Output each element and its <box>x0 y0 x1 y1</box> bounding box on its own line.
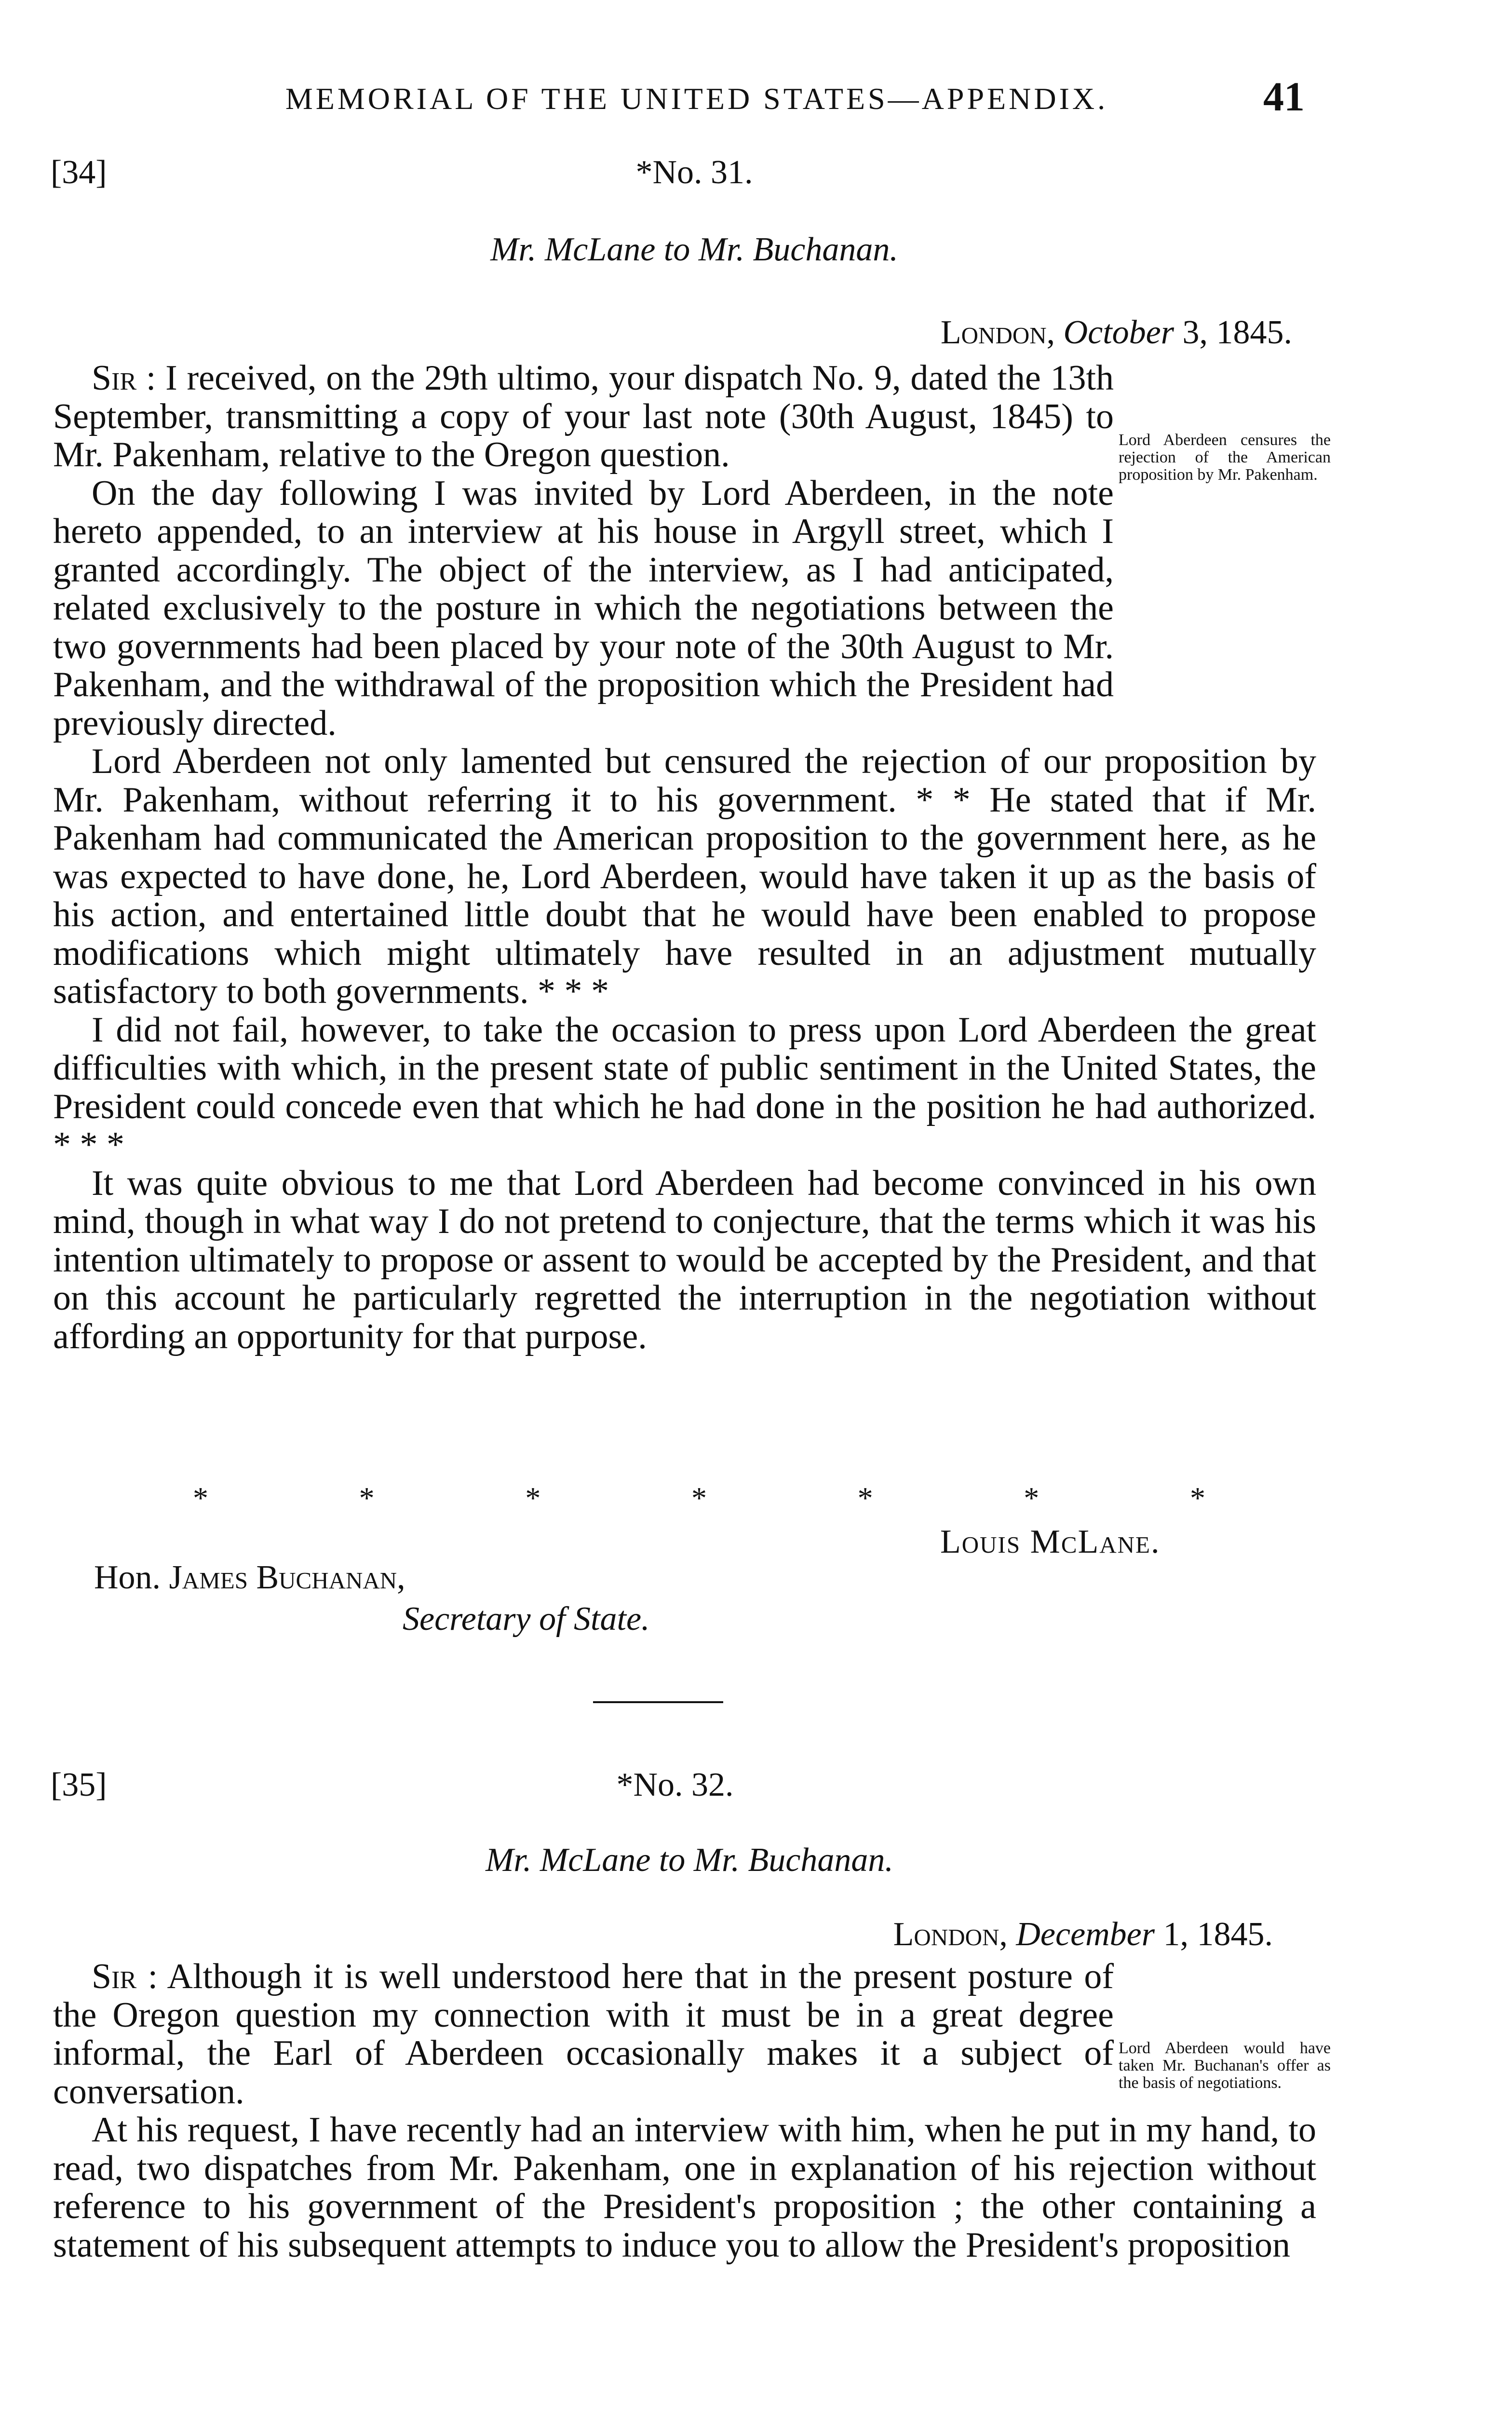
paragraph: At his request, I have recently had an interview with him, when he put in my hand, to read, two dispatches from Mr. Pakenham, one in explanation of his rejection without reference to his government of the President's proposition ; the other containing a statement of his subsequent attempts to induce you to allow the President's proposition <box>53 2110 1316 2265</box>
salutation: Sir : <box>92 1957 158 1996</box>
letter-number-31: *No. 31. <box>635 154 753 191</box>
paragraph: Sir : Although it is well understood here that in the present posture of the Oregon question my connection with it must be in a great degree informal, the Earl of Aberdeen occasionally makes it a subject of conversation. <box>53 1957 1114 2112</box>
dateline: London, October 3, 1845. <box>940 314 1292 351</box>
signature: Louis McLane. <box>940 1523 1161 1560</box>
paragraph: Sir : I received, on the 29th ultimo, your dispatch No. 9, dated the 13th September, transmitting a copy of your last note (30th August, 1845) to Mr. Pakenham, relative to the Oregon question. <box>53 358 1114 474</box>
addressee: Hon. James Buchanan, <box>94 1559 405 1596</box>
addressee-title: Secretary of State. <box>403 1600 650 1638</box>
margin-note: Lord Aberdeen would have taken Mr. Buchanan's offer as the basis of negotiations. <box>1119 2039 1331 2092</box>
letter-body-32 <box>53 1958 1316 2264</box>
page-marker-34: [34] <box>51 154 107 191</box>
paragraph: Lord Aberdeen not only lamented but censured the rejection of our proposition by Mr. Pakenham, without referring it to his government. * * He stated that if Mr. Pakenham had communicated the American proposition to the government here, as he was expected to have done, he, Lord Aberdeen, would have taken it up as the basis of his action, and entertained little doubt that he would have been enabled to propose modifications which might ultimately have resulted in an adjustment mutually satisfactory to both governments. * * * <box>53 742 1316 1011</box>
letter-address: Mr. McLane to Mr. Buchanan. <box>486 1842 893 1879</box>
salutation: Sir : <box>92 358 156 398</box>
letter-number-32: *No. 32. <box>616 1766 734 1803</box>
running-head: MEMORIAL OF THE UNITED STATES—APPENDIX. <box>285 81 1108 116</box>
paragraph: It was quite obvious to me that Lord Aberdeen had become convinced in his own mind, though in what way I do not pretend to conjecture, that the terms which it was his intention ultimately to propose or assent to would be accepted by the President, and that on this account he particularly regretted the interruption in the negotiation without affording an opportunity for that purpose. <box>53 1163 1316 1356</box>
section-rule <box>593 1701 723 1703</box>
page-number: 41 <box>1263 73 1305 120</box>
letter-body-31 <box>53 359 1316 1356</box>
ellipsis-stars: * * * * * * * <box>193 1481 1205 1515</box>
letter-address: Mr. McLane to Mr. Buchanan. <box>490 231 898 268</box>
paragraph: On the day following I was invited by Lord Aberdeen, in the note hereto appended, to an interview at his house in Argyll street, which I granted accordingly. The object of the interview, as I had anticipated, related exclusively to the posture in which the negotiations between the two governments had been placed by your note of the 30th August to Mr. Pakenham, and the withdrawal of the proposition which the President had previously directed. <box>53 473 1114 743</box>
dateline: London, December 1, 1845. <box>893 1916 1273 1953</box>
paragraph: I did not fail, however, to take the occasion to press upon Lord Aberdeen the great difficulties with which, in the present state of public sentiment in the United States, the President could concede even that which he had done in the position he had authorized. * * * <box>53 1010 1316 1165</box>
margin-note: Lord Aberdeen censures the rejection of the American proposition by Mr. Pakenham. <box>1119 431 1331 484</box>
page-marker-35: [35] <box>51 1766 107 1803</box>
